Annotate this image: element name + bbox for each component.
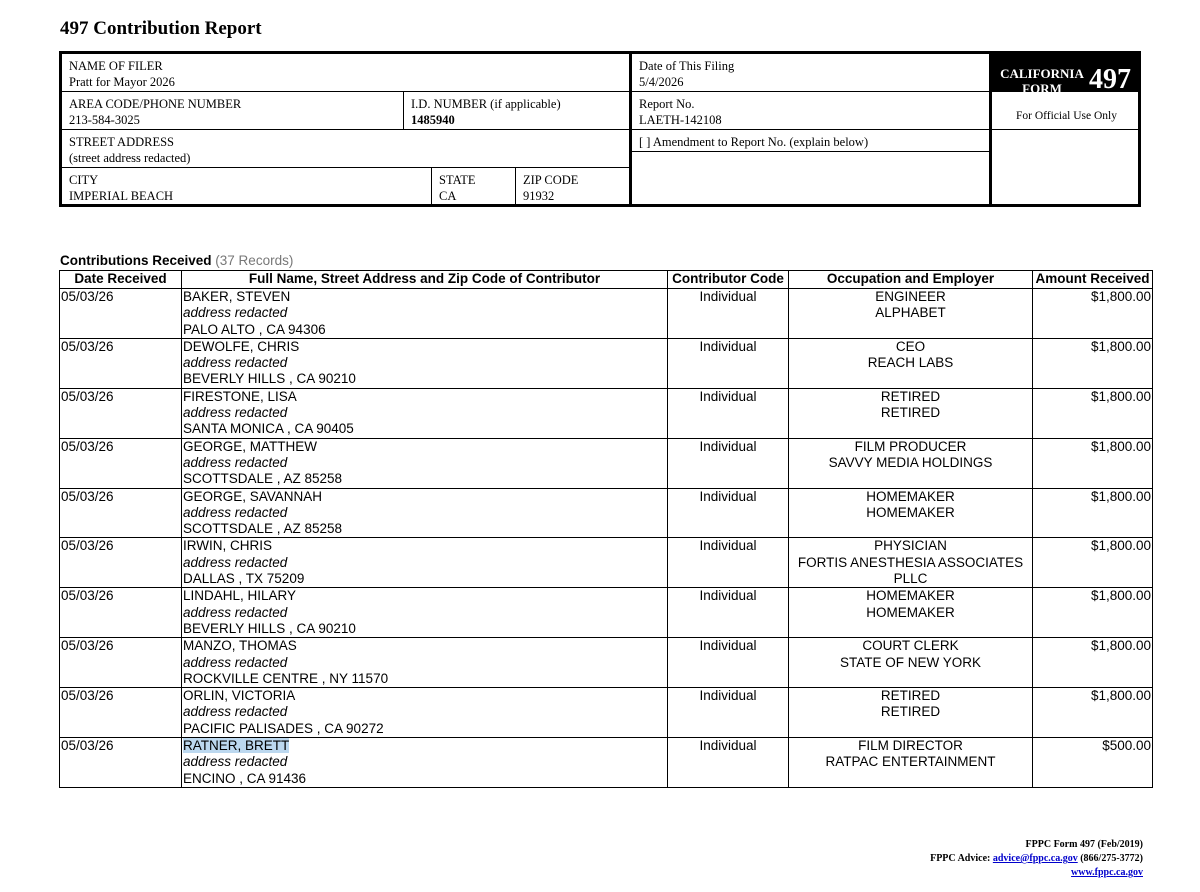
employer: SAVVY MEDIA HOLDINGS <box>828 454 993 470</box>
zip-value: 91932 <box>523 188 555 203</box>
fppc-website-link[interactable]: www.fppc.ca.gov <box>1071 867 1143 878</box>
occupation-cell <box>789 688 1033 738</box>
state-label: STATE <box>439 173 476 187</box>
city-cell <box>62 168 173 204</box>
date-cell: 05/03/26 <box>60 388 182 438</box>
contributor-cell <box>182 738 668 788</box>
contributor-city: BEVERLY HILLS , CA 90210 <box>183 620 356 636</box>
amount-cell: $1,800.00 <box>1033 289 1153 339</box>
official-use-label: For Official Use Only <box>1015 110 1118 122</box>
id-number-label: I.D. NUMBER (if applicable) <box>411 97 561 111</box>
contributor-name-highlighted[interactable]: RATNER, BRETT <box>183 738 290 754</box>
occupation: FILM PRODUCER <box>854 438 967 454</box>
contributions-label: Contributions Received <box>60 253 212 268</box>
records-count: (37 Records) <box>215 253 294 268</box>
filing-date-value: 5/4/2026 <box>639 74 684 89</box>
contributor-code-cell: Individual <box>668 738 789 788</box>
contributor-address: address redacted <box>183 654 288 670</box>
contributor-address: address redacted <box>183 305 288 321</box>
col-header-name: Full Name, Street Address and Zip Code of Contributor <box>182 271 668 289</box>
employer: FORTIS ANESTHESIA ASSOCIATES PLLC <box>797 554 1024 587</box>
form-number: 497 <box>1089 64 1131 95</box>
contributor-city: BEVERLY HILLS , CA 90210 <box>183 371 356 387</box>
date-cell: 05/03/26 <box>60 738 182 788</box>
contributor-cell <box>182 488 668 538</box>
table-row <box>60 488 1153 538</box>
occupation: HOMEMAKER <box>866 488 955 504</box>
zip-cell <box>516 168 578 204</box>
occupation: RETIRED <box>880 688 941 704</box>
amount-cell: $1,800.00 <box>1033 638 1153 688</box>
contributions-heading <box>60 253 293 268</box>
contributor-code-cell: Individual <box>668 488 789 538</box>
california-form-badge <box>992 54 1141 96</box>
contributor-code-cell: Individual <box>668 338 789 388</box>
date-cell: 05/03/26 <box>60 438 182 488</box>
city-label: CITY <box>69 173 99 187</box>
street-value: (street address redacted) <box>69 150 191 165</box>
occupation: COURT CLERK <box>862 638 959 654</box>
contributor-name[interactable]: MANZO, THOMAS <box>183 638 297 654</box>
table-row <box>60 688 1153 738</box>
contributor-name[interactable]: LINDAHL, HILARY <box>183 588 297 604</box>
table-row <box>60 388 1153 438</box>
contributor-cell <box>182 289 668 339</box>
amount-cell: $1,800.00 <box>1033 338 1153 388</box>
employer: STATE OF NEW YORK <box>839 654 981 670</box>
contributor-code-cell: Individual <box>668 438 789 488</box>
occupation: ENGINEER <box>875 289 946 304</box>
contributor-city: SCOTTSDALE , AZ 85258 <box>183 521 343 537</box>
occupation-cell <box>789 738 1033 788</box>
contributor-code-cell: Individual <box>668 638 789 688</box>
employer: HOMEMAKER <box>866 604 955 620</box>
contributor-city: SANTA MONICA , CA 90405 <box>183 421 354 437</box>
contributor-address: address redacted <box>183 604 288 620</box>
col-header-date: Date Received <box>60 271 182 289</box>
contributor-address: address redacted <box>183 754 288 770</box>
employer: RETIRED <box>880 704 941 720</box>
filing-date-label: Date of This Filing <box>639 59 735 73</box>
employer: HOMEMAKER <box>866 504 955 520</box>
amount-cell: $1,800.00 <box>1033 488 1153 538</box>
advice-label: FPPC Advice: <box>930 853 991 864</box>
table-row <box>60 538 1153 588</box>
occupation: RETIRED <box>880 388 941 404</box>
id-number-cell <box>404 92 561 128</box>
amount-cell: $1,800.00 <box>1033 388 1153 438</box>
date-cell: 05/03/26 <box>60 588 182 638</box>
contributor-cell <box>182 438 668 488</box>
advice-email-link[interactable]: advice@fppc.ca.gov <box>992 853 1078 864</box>
contributor-city: ENCINO , CA 91436 <box>183 770 307 786</box>
report-number-value: LAETH-142108 <box>639 112 722 127</box>
report-title: 497 Contribution Report <box>60 18 262 39</box>
contributor-city: PALO ALTO , CA 94306 <box>183 321 326 337</box>
contributor-code-cell: Individual <box>668 289 789 339</box>
employer: ALPHABET <box>875 305 946 321</box>
amendment-text: [ ] Amendment to Report No. (explain below) <box>639 135 869 149</box>
date-cell: 05/03/26 <box>60 289 182 339</box>
table-row <box>60 338 1153 388</box>
date-cell: 05/03/26 <box>60 538 182 588</box>
advice-phone: (866/275-3772) <box>1080 853 1143 864</box>
contributor-address: address redacted <box>183 355 288 371</box>
contributor-city: SCOTTSDALE , AZ 85258 <box>183 471 343 487</box>
contributor-code-cell: Individual <box>668 538 789 588</box>
contributor-cell <box>182 688 668 738</box>
occupation-cell <box>789 588 1033 638</box>
contributor-address: address redacted <box>183 704 288 720</box>
col-header-amount: Amount Received <box>1033 271 1153 289</box>
contributor-name[interactable]: DEWOLFE, CHRIS <box>183 338 300 354</box>
employer: RATPAC ENTERTAINMENT <box>825 754 996 770</box>
contributor-address: address redacted <box>183 504 288 520</box>
occupation: CEO <box>895 338 926 354</box>
occupation-cell <box>789 438 1033 488</box>
contributor-address: address redacted <box>183 554 288 570</box>
report-number-label: Report No. <box>639 97 695 111</box>
occupation: PHYSICIAN <box>874 538 947 554</box>
contributor-name[interactable]: BAKER, STEVEN <box>183 289 291 304</box>
col-header-code: Contributor Code <box>668 271 789 289</box>
contributor-name[interactable]: IRWIN, CHRIS <box>183 538 273 554</box>
occupation: FILM DIRECTOR <box>858 738 963 754</box>
contributor-city: PACIFIC PALISADES , CA 90272 <box>183 720 384 736</box>
occupation: HOMEMAKER <box>866 588 955 604</box>
amount-cell: $1,800.00 <box>1033 688 1153 738</box>
contributor-code-cell: Individual <box>668 388 789 438</box>
state-cell <box>432 168 476 204</box>
phone-value: 213-584-3025 <box>69 112 140 127</box>
contributions-table <box>59 270 1153 788</box>
phone-cell <box>62 92 241 128</box>
occupation-cell <box>789 638 1033 688</box>
filing-date-cell <box>632 54 734 90</box>
form-word-form: FORM <box>1022 81 1062 96</box>
occupation-cell <box>789 289 1033 339</box>
filer-info-form <box>59 51 1141 207</box>
date-cell: 05/03/26 <box>60 638 182 688</box>
contributor-cell <box>182 388 668 438</box>
state-value: CA <box>439 188 457 203</box>
occupation-cell <box>789 538 1033 588</box>
id-number-value: 1485940 <box>411 112 455 127</box>
contributor-name[interactable]: GEORGE, MATTHEW <box>183 438 317 454</box>
contributor-address: address redacted <box>183 454 288 470</box>
fppc-advice-line <box>930 852 1143 866</box>
form-word-california: CALIFORNIA <box>1000 66 1084 81</box>
amount-cell: $1,800.00 <box>1033 538 1153 588</box>
contributor-code-cell: Individual <box>668 588 789 638</box>
contributor-name[interactable]: GEORGE, SAVANNAH <box>183 488 323 504</box>
date-cell: 05/03/26 <box>60 338 182 388</box>
col-header-occupation: Occupation and Employer <box>789 271 1033 289</box>
contributor-code-cell: Individual <box>668 688 789 738</box>
contributor-cell <box>182 538 668 588</box>
report-number-cell <box>632 92 722 128</box>
form-footer <box>930 838 1143 880</box>
zip-label: ZIP CODE <box>523 173 579 187</box>
contributor-cell <box>182 638 668 688</box>
employer: REACH LABS <box>867 355 954 371</box>
employer: RETIRED <box>880 405 941 421</box>
contributor-cell <box>182 588 668 638</box>
city-value: IMPERIAL BEACH <box>69 188 174 203</box>
occupation-cell <box>789 338 1033 388</box>
contributor-address: address redacted <box>183 405 288 421</box>
date-cell: 05/03/26 <box>60 488 182 538</box>
table-row <box>60 438 1153 488</box>
amount-cell: $1,800.00 <box>1033 588 1153 638</box>
contributor-city: ROCKVILLE CENTRE , NY 11570 <box>183 670 389 686</box>
street-cell <box>62 130 190 166</box>
amount-cell: $1,800.00 <box>1033 438 1153 488</box>
filer-name-label: NAME OF FILER <box>69 59 163 73</box>
filer-name-cell <box>62 54 175 90</box>
table-row <box>60 588 1153 638</box>
table-row <box>60 289 1153 339</box>
table-header-row <box>60 271 1153 289</box>
form-version: FPPC Form 497 (Feb/2019) <box>1025 839 1143 850</box>
amount-cell: $500.00 <box>1033 738 1153 788</box>
occupation-cell <box>789 388 1033 438</box>
phone-label: AREA CODE/PHONE NUMBER <box>69 97 242 111</box>
contributor-cell <box>182 338 668 388</box>
amendment-cell <box>632 130 868 151</box>
contributor-name[interactable]: FIRESTONE, LISA <box>183 388 297 404</box>
occupation-cell <box>789 488 1033 538</box>
date-cell: 05/03/26 <box>60 688 182 738</box>
contributor-city: DALLAS , TX 75209 <box>183 571 305 587</box>
filer-name-value: Pratt for Mayor 2026 <box>69 74 175 89</box>
contributor-name[interactable]: ORLIN, VICTORIA <box>183 688 296 704</box>
street-label: STREET ADDRESS <box>69 135 174 149</box>
table-row <box>60 738 1153 788</box>
table-row <box>60 638 1153 688</box>
